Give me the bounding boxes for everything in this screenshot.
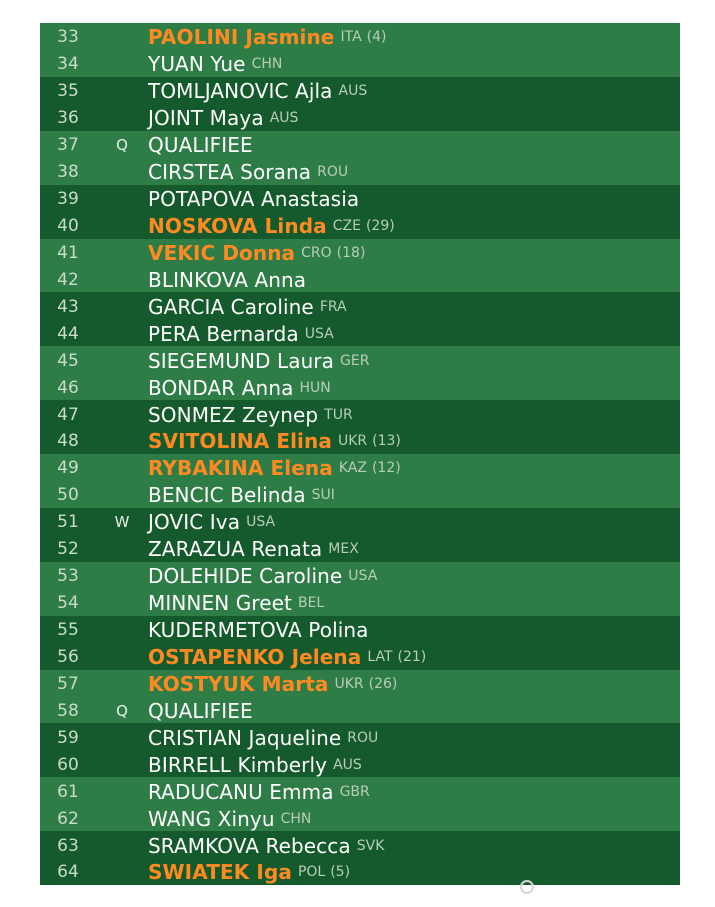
player-row	[40, 859, 680, 886]
draw-position-number: 35	[57, 81, 79, 102]
player-row	[40, 292, 680, 320]
player-seed: (5)	[330, 864, 351, 881]
player-country: FRA	[319, 298, 347, 315]
draw-position-number: 58	[57, 700, 79, 721]
player-name: BONDAR Anna	[148, 375, 294, 400]
draw-pair	[40, 185, 680, 239]
player-row	[40, 51, 680, 78]
draw-position-number: 46	[57, 377, 79, 398]
player-row	[40, 213, 680, 240]
player-seed: (26)	[368, 675, 398, 692]
player-name: JOINT Maya	[148, 106, 264, 131]
player-name: KUDERMETOVA Polina	[148, 618, 369, 643]
player-country: CHN	[251, 56, 283, 73]
player-country: USA	[304, 325, 334, 342]
player-row	[40, 508, 680, 536]
player-country: CZE	[332, 217, 361, 234]
entry-status: W	[114, 513, 130, 532]
draw-position-number: 34	[57, 54, 79, 75]
draw-pair	[40, 508, 680, 562]
player-row	[40, 616, 680, 644]
draw-pair	[40, 562, 680, 616]
draw-position-number: 40	[57, 215, 79, 236]
draw-position-number: 39	[57, 189, 79, 210]
draw-position-number: 44	[57, 323, 79, 344]
draw-position-number: 57	[57, 673, 79, 694]
player-seed: (12)	[371, 460, 401, 477]
player-name: CRISTIAN Jaqueline	[148, 725, 342, 750]
draw-pair	[40, 239, 680, 293]
player-country: POL	[297, 864, 326, 881]
draw-position-number: 33	[57, 27, 79, 48]
draw-position-number: 36	[57, 108, 79, 129]
player-row	[40, 454, 680, 482]
draw-position-number: 37	[57, 135, 79, 156]
entry-status: Q	[116, 136, 128, 155]
player-row	[40, 590, 680, 617]
player-country: ITA	[340, 29, 362, 46]
draw-position-number: 55	[57, 620, 79, 641]
player-country: CHN	[280, 810, 312, 827]
seeded-player-name: RYBAKINA Elena	[148, 456, 333, 481]
player-row	[40, 185, 680, 213]
draw-pair	[40, 777, 680, 831]
draw-position-number: 56	[57, 646, 79, 667]
draw-position-number: 53	[57, 566, 79, 587]
player-name: WANG Xinyu	[148, 806, 275, 831]
player-row	[40, 23, 680, 51]
draw-position-number: 64	[57, 862, 79, 883]
player-country: AUS	[333, 756, 362, 773]
draw-pair	[40, 616, 680, 670]
player-row	[40, 831, 680, 859]
player-row	[40, 562, 680, 590]
player-country: AUS	[269, 110, 299, 127]
draw-position-number: 38	[57, 162, 79, 183]
player-country: CRO	[301, 244, 332, 261]
seeded-player-name: KOSTYUK Marta	[148, 671, 329, 696]
seeded-player-name: SWIATEK Iga	[148, 860, 292, 885]
player-name: JOVIC Iva	[148, 510, 241, 535]
player-row	[40, 723, 680, 751]
draw-pair	[40, 131, 680, 185]
draw-position-number: 54	[57, 593, 79, 614]
player-seed: (18)	[336, 244, 366, 261]
draw-pair	[40, 454, 680, 508]
player-country: SUI	[311, 487, 335, 504]
player-country: GBR	[339, 783, 370, 800]
draw-position-number: 47	[57, 404, 79, 425]
draw-position-number: 63	[57, 835, 79, 856]
seeded-player-name: PAOLINI Jasmine	[148, 25, 335, 50]
player-name: SRAMKOVA Rebecca	[148, 833, 351, 858]
player-row	[40, 239, 680, 267]
player-country: UKR	[334, 675, 364, 692]
draw-position-number: 42	[57, 269, 79, 290]
draw-section	[40, 23, 680, 885]
draw-position-number: 52	[57, 539, 79, 560]
player-country: SVK	[356, 837, 385, 854]
player-seed: (21)	[397, 648, 427, 665]
player-country: GER	[340, 352, 370, 369]
entry-status: Q	[116, 701, 128, 720]
draw-pair	[40, 400, 680, 454]
draw-position-number: 48	[57, 431, 79, 452]
draw-position-number: 60	[57, 754, 79, 775]
draw-position-number: 45	[57, 350, 79, 371]
player-row	[40, 644, 680, 671]
player-name: GARCIA Caroline	[148, 294, 314, 319]
player-row	[40, 777, 680, 805]
player-row	[40, 346, 680, 374]
seeded-player-name: NOSKOVA Linda	[148, 213, 327, 238]
player-name: ZARAZUA Renata	[148, 537, 323, 562]
draw-pair	[40, 346, 680, 400]
player-row	[40, 105, 680, 132]
player-row	[40, 131, 680, 159]
draw-position-number: 51	[57, 512, 79, 533]
player-name: CIRSTEA Sorana	[148, 160, 312, 185]
player-country: AUS	[338, 83, 368, 100]
player-row	[40, 536, 680, 563]
draw-position-number: 43	[57, 296, 79, 317]
player-name: BLINKOVA Anna	[148, 267, 307, 292]
player-name: RADUCANU Emma	[148, 779, 334, 804]
player-name: PERA Bernarda	[148, 321, 299, 346]
seeded-player-name: SVITOLINA Elina	[148, 429, 332, 454]
player-country: LAT	[367, 648, 393, 665]
player-name: BENCIC Belinda	[148, 483, 306, 508]
draw-pair	[40, 23, 680, 77]
player-row	[40, 428, 680, 455]
player-country: KAZ	[338, 460, 367, 477]
player-name: SIEGEMUND Laura	[148, 348, 335, 373]
player-name: QUALIFIEE	[148, 698, 253, 723]
player-seed: (13)	[372, 433, 401, 450]
draw-position-number: 49	[57, 458, 79, 479]
player-row	[40, 320, 680, 347]
player-row	[40, 751, 680, 778]
player-row	[40, 697, 680, 724]
player-name: TOMLJANOVIC Ajla	[148, 79, 333, 104]
player-row	[40, 159, 680, 186]
player-row	[40, 374, 680, 401]
player-country: HUN	[299, 379, 331, 396]
player-country: MEX	[328, 541, 359, 558]
draw-position-number: 59	[57, 727, 79, 748]
draw-position-number: 41	[57, 242, 79, 263]
player-name: SONMEZ Zeynep	[148, 402, 319, 427]
draw-pair	[40, 77, 680, 131]
seeded-player-name: VEKIC Donna	[148, 240, 296, 265]
player-row	[40, 400, 680, 428]
watermark-logo-icon	[520, 880, 534, 894]
draw-position-number: 62	[57, 808, 79, 829]
draw-pair	[40, 292, 680, 346]
draw-pair	[40, 831, 680, 885]
player-row	[40, 482, 680, 509]
player-country: UKR	[337, 433, 368, 450]
player-name: POTAPOVA Anastasia	[148, 187, 360, 212]
player-row	[40, 77, 680, 105]
draw-position-number: 50	[57, 485, 79, 506]
player-country: ROU	[317, 164, 349, 181]
player-country: USA	[246, 514, 276, 531]
watermark	[520, 878, 534, 896]
player-country: BEL	[297, 595, 325, 612]
player-name: QUALIFIEE	[148, 133, 253, 158]
player-country: ROU	[347, 729, 379, 746]
player-row	[40, 670, 680, 698]
draw-pair	[40, 670, 680, 724]
seeded-player-name: OSTAPENKO Jelena	[148, 644, 362, 669]
player-seed: (4)	[366, 29, 387, 46]
player-name: MINNEN Greet	[148, 591, 292, 616]
player-country: TUR	[324, 406, 353, 423]
player-name: BIRRELL Kimberly	[148, 752, 328, 777]
player-name: YUAN Yue	[148, 52, 246, 77]
player-name: DOLEHIDE Caroline	[148, 564, 343, 589]
player-country: USA	[348, 568, 378, 585]
draw-pair	[40, 723, 680, 777]
draw-position-number: 61	[57, 781, 79, 802]
player-seed: (29)	[365, 217, 395, 234]
player-row	[40, 805, 680, 832]
player-row	[40, 266, 680, 293]
